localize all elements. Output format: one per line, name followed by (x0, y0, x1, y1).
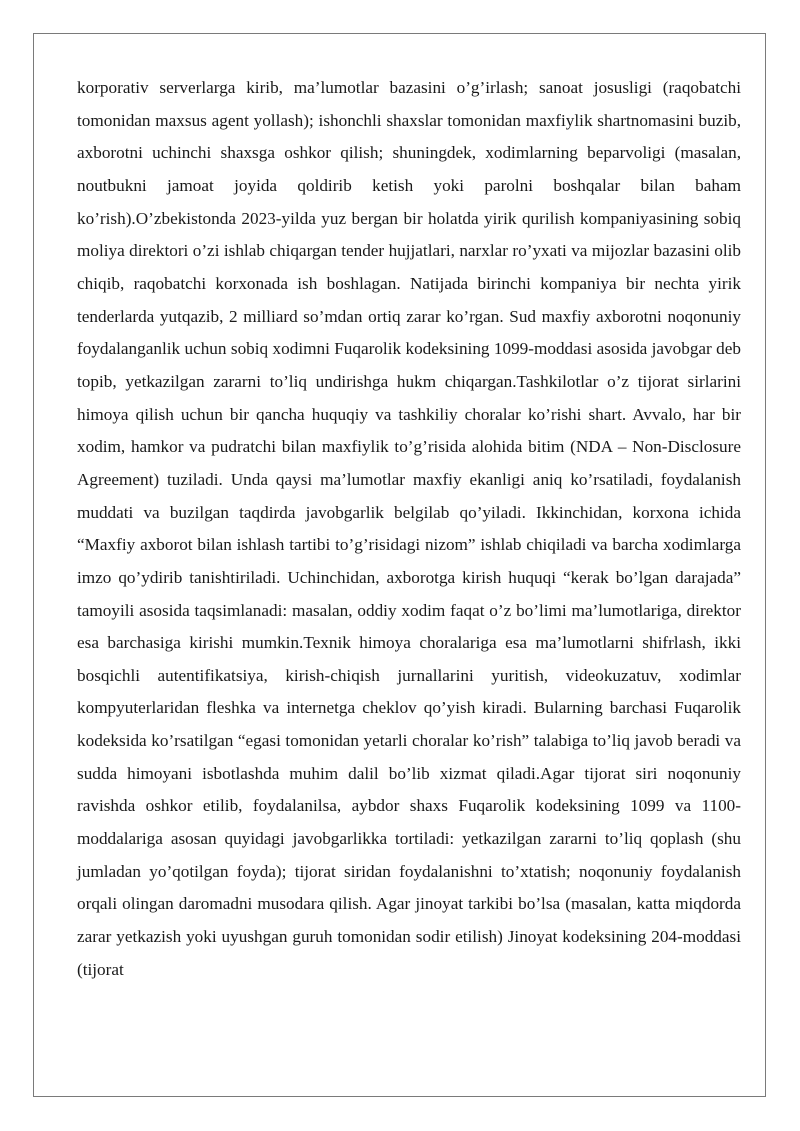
body-paragraph: korporativ serverlarga kirib, ma’lumotlar bazasini o’g’irlash; sanoat josusligi (raqobatchi tomonidan maxsus agent yollash); ishonchli shaxslar tomonidan maxfiylik shartnomasini buzib, axborotni uchinchi shaxsga oshkor qilish; shuningdek, xodimlarning beparvoligi (masalan, noutbukni jamoat joyida qoldirib ketish yoki parolni boshqalar bilan baham ko’rish).O’zbekistonda 2023-yilda yuz bergan bir holatda yirik qurilish kompaniyasining sobiq moliya direktori o’zi ishlab chiqargan tender hujjatlari, narxlar ro’yxati va mijozlar bazasini olib chiqib, raqobatchi korxonada ish boshlagan. Natijada birinchi kompaniya bir nechta yirik tenderlarda yutqazib, 2 milliard so’mdan ortiq zarar ko’rgan. Sud maxfiy axborotni noqonuniy foydalanganlik uchun sobiq xodimni Fuqarolik kodeksining 1099-moddasi asosida javobgar deb topib, yetkazilgan zararni to’liq undirishga hukm chiqargan.Tashkilotlar o’z tijorat sirlarini himoya qilish uchun bir qancha huquqiy va tashkiliy choralar ko’rishi shart. Avvalo, har bir xodim, hamkor va pudratchi bilan maxfiylik to’g’risida alohida bitim (NDA – Non-Disclosure Agreement) tuziladi. Unda qaysi ma’lumotlar maxfiy ekanligi aniq ko’rsatiladi, foydalanish muddati va buzilgan taqdirda javobgarlik belgilab qo’yiladi. Ikkinchidan, korxona ichida “Maxfiy axborot bilan ishlash tartibi to’g’risidagi nizom” ishlab chiqiladi va barcha xodimlarga imzo qo’ydirib tanishtiriladi. Uchinchidan, axborotga kirish huquqi “kerak bo’lgan darajada” tamoyili asosida taqsimlanadi: masalan, oddiy xodim faqat o’z bo’limi ma’lumotlariga, direktor esa barchasiga kirishi mumkin.Texnik himoya choralariga esa ma’lumotlarni shifrlash, ikki bosqichli autentifikatsiya, kirish-chiqish jurnallarini yuritish, videokuzatuv, xodimlar kompyuterlaridan fleshka va internetga cheklov qo’yish kiradi. Bularning barchasi Fuqarolik kodeksida ko’rsatilgan “egasi tomonidan yetarli choralar ko’rish” talabiga to’liq javob beradi va sudda himoyani isbotlashda muhim dalil bo’lib xizmat qiladi.Agar tijorat siri noqonuniy ravishda oshkor etilib, foydalanilsa, aybdor shaxs Fuqarolik kodeksining 1099 va 1100-moddalariga asosan quyidagi javobgarlikka tortiladi: yetkazilgan zararni to’liq qoplash (shu jumladan yo’qotilgan foyda); tijorat siridan foydalanishni to’xtatish; noqonuniy foydalanish orqali olingan daromadni musodara qilish. Agar jinoyat tarkibi bo’lsa (masalan, katta miqdorda zarar yetkazish yoki uyushgan guruh tomonidan sodir etilish) Jinoyat kodeksining 204-moddasi (tijorat (77, 78, 741, 979)
